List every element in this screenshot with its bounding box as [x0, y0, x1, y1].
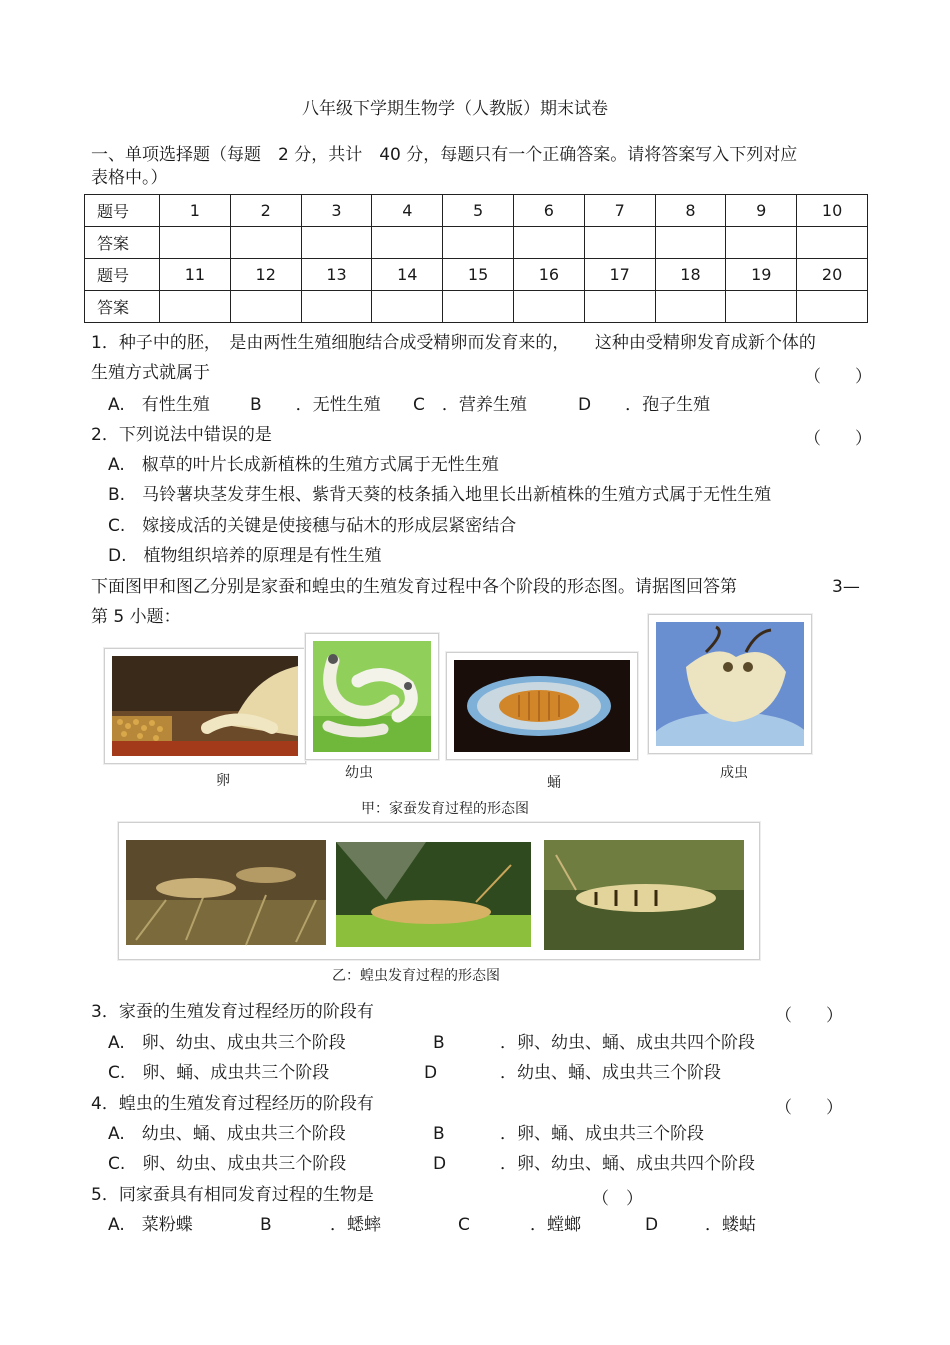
- answer-cell[interactable]: [584, 291, 655, 323]
- figure-intro-line1: 下面图甲和图乙分别是家蚕和蝗虫的生殖发育过程中各个阶段的形态图。请据图回答第: [91, 577, 737, 597]
- q4-option-d-letter[interactable]: D: [433, 1154, 447, 1174]
- section-instruction-line2: 表格中。）: [91, 168, 168, 188]
- question-number: 11: [160, 259, 231, 291]
- locust-figure-frame: [118, 822, 760, 960]
- question-number: 5: [443, 195, 514, 227]
- question-number: 16: [513, 259, 584, 291]
- question-number: 4: [372, 195, 443, 227]
- q4-option-b[interactable]: ．卵、蛹、成虫共三个阶段: [500, 1124, 704, 1144]
- figure-intro-range: 3—: [832, 577, 860, 597]
- q3-answer-paren[interactable]: （ ）: [775, 1006, 843, 1026]
- question-number: 12: [230, 259, 301, 291]
- question-number: 18: [655, 259, 726, 291]
- q1-stem-line1: 1．种子中的胚， 是由两性生殖细胞结合成受精卵而发育来的， 这种由受精卵发育成新个体的: [91, 333, 816, 353]
- q1-option-c[interactable]: C ．营养生殖: [413, 395, 527, 415]
- q5-option-c-letter[interactable]: C: [458, 1215, 470, 1235]
- row-label: 答案: [85, 227, 160, 259]
- figure-jia-caption: 甲：家蚕发育过程的形态图: [361, 801, 529, 817]
- silkworm-pupa-photo: [446, 652, 638, 760]
- question-number: 19: [726, 259, 797, 291]
- q1-option-b[interactable]: B ．无性生殖: [250, 395, 381, 415]
- table-row: [85, 291, 868, 323]
- q5-option-d[interactable]: ．蝼蛄: [705, 1215, 756, 1235]
- silkworm-larva-photo: [305, 633, 439, 760]
- q3-option-c[interactable]: C. 卵、蛹、成虫共三个阶段: [108, 1063, 330, 1083]
- answer-cell[interactable]: [372, 227, 443, 259]
- q1-stem-line2: 生殖方式就属于: [91, 363, 210, 383]
- label-larva: 幼虫: [345, 765, 373, 781]
- q5-stem: 5．同家蚕具有相同发育过程的生物是: [91, 1185, 374, 1205]
- answer-cell[interactable]: [160, 227, 231, 259]
- question-number: 20: [797, 259, 868, 291]
- answer-cell[interactable]: [797, 227, 868, 259]
- q5-option-b[interactable]: ．蟋蟀: [330, 1215, 381, 1235]
- q3-option-d-letter[interactable]: D: [424, 1063, 438, 1083]
- silkworm-egg-photo: [104, 648, 306, 764]
- row-label: 答案: [85, 291, 160, 323]
- question-number: 9: [726, 195, 797, 227]
- row-label: 题号: [85, 195, 160, 227]
- question-number: 13: [301, 259, 372, 291]
- figure-intro-line2: 第 5 小题：: [91, 607, 181, 627]
- figure-yi-caption: 乙：蝗虫发育过程的形态图: [332, 968, 500, 984]
- q2-option-c[interactable]: C. 嫁接成活的关键是使接穗与砧木的形成层紧密结合: [108, 516, 517, 536]
- answer-cell[interactable]: [513, 291, 584, 323]
- answer-cell[interactable]: [655, 227, 726, 259]
- question-number: 10: [797, 195, 868, 227]
- question-number: 7: [584, 195, 655, 227]
- q2-option-d[interactable]: D. 植物组织培养的原理是有性生殖: [108, 546, 382, 566]
- answer-cell[interactable]: [160, 291, 231, 323]
- silkworm-moth-photo: [648, 614, 812, 754]
- answer-cell[interactable]: [301, 291, 372, 323]
- table-row: [85, 259, 868, 291]
- answer-cell[interactable]: [230, 227, 301, 259]
- answer-cell[interactable]: [443, 227, 514, 259]
- q2-option-a[interactable]: A. 椒草的叶片长成新植株的生殖方式属于无性生殖: [108, 455, 499, 475]
- locust-young-photo: [336, 842, 531, 947]
- q5-option-a[interactable]: A. 菜粉蝶: [108, 1215, 193, 1235]
- question-number: 17: [584, 259, 655, 291]
- row-label: 题号: [85, 259, 160, 291]
- answer-cell[interactable]: [443, 291, 514, 323]
- page-title: 八年级下学期生物学（人教版）期末试卷: [302, 99, 608, 119]
- answer-cell[interactable]: [230, 291, 301, 323]
- label-pupa: 蛹: [547, 775, 561, 791]
- label-egg: 卵: [216, 773, 230, 789]
- q5-answer-paren[interactable]: （ ）: [592, 1189, 643, 1209]
- q4-option-a[interactable]: A. 幼虫、蛹、成虫共三个阶段: [108, 1124, 346, 1144]
- q5-option-d-letter[interactable]: D: [645, 1215, 659, 1235]
- q2-answer-paren[interactable]: （ ）: [804, 429, 872, 449]
- q3-stem: 3．家蚕的生殖发育过程经历的阶段有: [91, 1002, 374, 1022]
- q4-stem: 4．蝗虫的生殖发育过程经历的阶段有: [91, 1094, 374, 1114]
- q4-option-b-letter[interactable]: B: [433, 1124, 445, 1144]
- answer-cell[interactable]: [513, 227, 584, 259]
- answer-cell[interactable]: [726, 227, 797, 259]
- q2-option-b[interactable]: B. 马铃薯块茎发芽生根、紫背天葵的枝条插入地里长出新植株的生殖方式属于无性生殖: [108, 485, 772, 505]
- q1-option-a[interactable]: A. 有性生殖: [108, 395, 210, 415]
- question-number: 2: [230, 195, 301, 227]
- question-number: 1: [160, 195, 231, 227]
- q1-option-d[interactable]: D ．孢子生殖: [578, 395, 711, 415]
- answer-table: [84, 194, 868, 323]
- locust-adult-photo: [544, 840, 744, 950]
- answer-cell[interactable]: [372, 291, 443, 323]
- answer-cell[interactable]: [797, 291, 868, 323]
- table-row: [85, 195, 868, 227]
- q4-option-d[interactable]: ．卵、幼虫、蛹、成虫共四个阶段: [500, 1154, 755, 1174]
- q3-option-a[interactable]: A. 卵、幼虫、成虫共三个阶段: [108, 1033, 346, 1053]
- question-number: 6: [513, 195, 584, 227]
- q4-option-c[interactable]: C. 卵、幼虫、成虫共三个阶段: [108, 1154, 347, 1174]
- q4-answer-paren[interactable]: （ ）: [775, 1098, 843, 1118]
- q1-answer-paren[interactable]: （ ）: [804, 367, 872, 387]
- question-number: 14: [372, 259, 443, 291]
- section-instruction-line1: 一、单项选择题（每题 2 分，共计 40 分，每题只有一个正确答案。请将答案写入下列对应: [91, 145, 798, 165]
- label-adult: 成虫: [720, 765, 748, 781]
- question-number: 3: [301, 195, 372, 227]
- q5-option-b-letter[interactable]: B: [260, 1215, 272, 1235]
- answer-cell[interactable]: [301, 227, 372, 259]
- locust-nymph-photo: [126, 840, 326, 945]
- answer-cell[interactable]: [655, 291, 726, 323]
- table-row: [85, 227, 868, 259]
- question-number: 8: [655, 195, 726, 227]
- question-number: 15: [443, 259, 514, 291]
- q3-option-b[interactable]: ．卵、幼虫、蛹、成虫共四个阶段: [500, 1033, 755, 1053]
- q3-option-d[interactable]: ．幼虫、蛹、成虫共三个阶段: [500, 1063, 721, 1083]
- answer-cell[interactable]: [584, 227, 655, 259]
- answer-cell[interactable]: [726, 291, 797, 323]
- q2-stem: 2．下列说法中错误的是: [91, 425, 272, 445]
- q3-option-b-letter[interactable]: B: [433, 1033, 445, 1053]
- q5-option-c[interactable]: ．螳螂: [530, 1215, 581, 1235]
